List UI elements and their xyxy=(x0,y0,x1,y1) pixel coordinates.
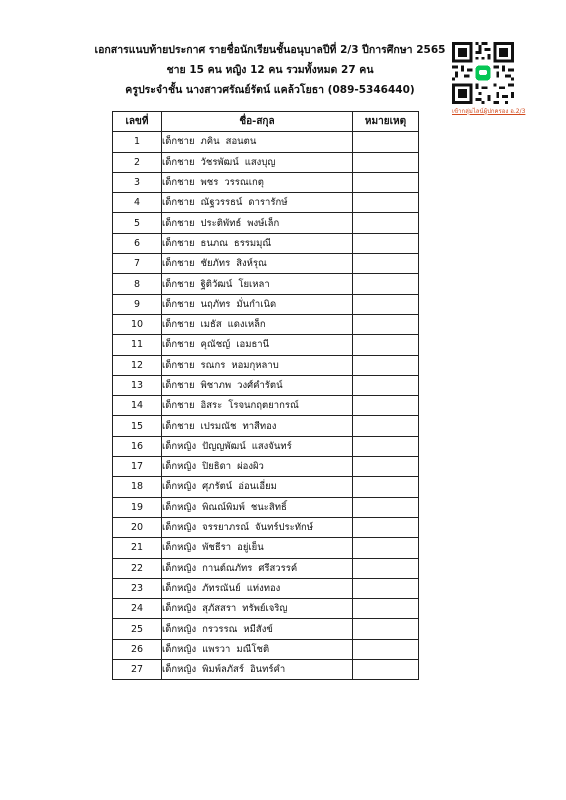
student-number: 22 xyxy=(113,558,162,578)
student-note xyxy=(353,274,419,294)
student-first-name: ปัญญพัฒน์ xyxy=(202,440,246,452)
student-name-cell xyxy=(162,457,353,477)
student-number: 24 xyxy=(113,599,162,619)
table-row xyxy=(113,538,419,558)
column-header-note: หมายเหตุ xyxy=(353,112,419,132)
table-row xyxy=(113,619,419,639)
table-row xyxy=(113,457,419,477)
student-name-cell xyxy=(162,416,353,436)
table-row xyxy=(113,355,419,375)
student-number: 5 xyxy=(113,213,162,233)
student-first-name: พิณณ์พิมพ์ xyxy=(202,501,245,513)
student-title: เด็กหญิง xyxy=(162,603,197,615)
student-note xyxy=(353,517,419,537)
student-name-cell xyxy=(162,619,353,639)
student-first-name: รณกร xyxy=(200,359,226,371)
student-first-name: ปิยธิดา xyxy=(202,461,232,473)
student-title: เด็กชาย xyxy=(162,319,195,331)
table-row xyxy=(113,558,419,578)
student-last-name: วรรณเกตุ xyxy=(224,177,264,189)
student-number: 8 xyxy=(113,274,162,294)
student-name-cell xyxy=(162,152,353,172)
student-note xyxy=(353,416,419,436)
student-number: 16 xyxy=(113,436,162,456)
table-row xyxy=(113,375,419,395)
student-note xyxy=(353,660,419,680)
student-name-cell xyxy=(162,538,353,558)
column-header-number: เลขที่ xyxy=(113,112,162,132)
student-first-name: เมธัส xyxy=(200,319,222,331)
student-first-name: กานต์ณภัทร xyxy=(202,562,253,574)
student-title: เด็กชาย xyxy=(162,278,195,290)
student-note xyxy=(353,599,419,619)
student-first-name: นฤภัทร xyxy=(200,298,231,310)
table-row xyxy=(113,254,419,274)
student-last-name: ศรีสวรรค์ xyxy=(258,562,298,574)
student-name-cell xyxy=(162,477,353,497)
table-header-row xyxy=(113,112,419,132)
student-name-cell xyxy=(162,517,353,537)
student-last-name: พงษ์เล็ก xyxy=(247,217,280,229)
student-note xyxy=(353,314,419,334)
student-name-cell xyxy=(162,660,353,680)
student-last-name: สิงห์รุณ xyxy=(236,258,267,270)
student-title: เด็กหญิง xyxy=(162,542,197,554)
table-row xyxy=(113,314,419,334)
student-note xyxy=(353,538,419,558)
student-name-cell xyxy=(162,355,353,375)
student-title: เด็กชาย xyxy=(162,177,195,189)
table-row xyxy=(113,335,419,355)
table-row xyxy=(113,497,419,517)
student-first-name: จรรยาภรณ์ xyxy=(202,522,250,534)
student-title: เด็กหญิง xyxy=(162,582,197,594)
student-number: 17 xyxy=(113,457,162,477)
student-last-name: ผ่องผิว xyxy=(237,461,264,473)
announcement-title: เอกสารแนบท้ายประกาศ รายชื่อนักเรียนชั้นอนุบาลปีที่ 2/3 ปีการศึกษา 2565 xyxy=(94,44,446,56)
student-title: เด็กหญิง xyxy=(162,461,197,473)
student-last-name: มั่นกำเนิด xyxy=(236,298,277,310)
student-title: เด็กชาย xyxy=(162,197,195,209)
student-first-name: ชัยภัทร xyxy=(200,258,231,270)
student-note xyxy=(353,436,419,456)
table-row xyxy=(113,660,419,680)
student-number: 14 xyxy=(113,396,162,416)
student-last-name: ทรัพย์เจริญ xyxy=(242,603,288,615)
document-header xyxy=(80,40,460,100)
student-name-cell xyxy=(162,558,353,578)
student-last-name: ชนะสิทธิ์ xyxy=(250,501,287,513)
student-note xyxy=(353,396,419,416)
roster-body xyxy=(113,132,419,680)
student-first-name: ภัทรณันย์ xyxy=(202,582,241,594)
student-note xyxy=(353,375,419,395)
qr-block xyxy=(452,42,526,116)
student-number: 18 xyxy=(113,477,162,497)
student-title: เด็กชาย xyxy=(162,156,195,168)
student-number: 20 xyxy=(113,517,162,537)
student-first-name: พัชธีรา xyxy=(202,542,232,554)
student-number: 26 xyxy=(113,639,162,659)
student-note xyxy=(353,254,419,274)
student-first-name: พชร xyxy=(200,177,219,189)
student-name-cell xyxy=(162,639,353,659)
student-number: 12 xyxy=(113,355,162,375)
student-number: 23 xyxy=(113,578,162,598)
student-first-name: ฐิติวัฒน์ xyxy=(200,278,233,290)
student-number: 11 xyxy=(113,335,162,355)
student-note xyxy=(353,355,419,375)
student-name-cell xyxy=(162,213,353,233)
student-number: 6 xyxy=(113,233,162,253)
table-row xyxy=(113,152,419,172)
table-row xyxy=(113,578,419,598)
student-first-name: เปรมณัช xyxy=(200,420,237,432)
table-row xyxy=(113,274,419,294)
column-header-name: ชื่อ-สกุล xyxy=(162,112,353,132)
student-title: เด็กหญิง xyxy=(162,481,197,493)
student-first-name: ณัฐวรรธน์ xyxy=(200,197,243,209)
student-last-name: ทาสีทอง xyxy=(242,420,277,432)
student-name-cell xyxy=(162,314,353,334)
student-name-cell xyxy=(162,172,353,192)
student-last-name: ธรรมมุณี xyxy=(233,237,272,249)
student-last-name: อินทร์คำ xyxy=(249,664,286,676)
student-title: เด็กหญิง xyxy=(162,643,197,655)
student-number: 10 xyxy=(113,314,162,334)
student-title: เด็กชาย xyxy=(162,380,195,391)
student-title: เด็กหญิง xyxy=(162,623,197,635)
student-first-name: ภคิน xyxy=(200,136,220,148)
qr-caption[interactable]: เข้ากลุ่มไลน์ผู้ปกครอง อ.2/3 xyxy=(452,108,526,115)
table-row xyxy=(113,132,419,152)
student-last-name: โยเหลา xyxy=(238,278,270,290)
student-name-cell xyxy=(162,274,353,294)
student-title: เด็กชาย xyxy=(162,359,195,371)
student-name-cell xyxy=(162,294,353,314)
student-first-name: ธนภณ xyxy=(200,237,228,249)
student-first-name: วัชรพัฒน์ xyxy=(200,156,239,168)
student-name-cell xyxy=(162,599,353,619)
student-first-name: กรวรรณ xyxy=(202,623,238,635)
student-note xyxy=(353,335,419,355)
student-title: เด็กชาย xyxy=(162,237,195,249)
student-title: เด็กชาย xyxy=(162,339,195,351)
student-note xyxy=(353,558,419,578)
student-name-cell xyxy=(162,193,353,213)
table-row xyxy=(113,294,419,314)
student-note xyxy=(353,233,419,253)
student-number: 3 xyxy=(113,172,162,192)
student-number: 2 xyxy=(113,152,162,172)
student-number: 15 xyxy=(113,416,162,436)
student-last-name: หอมกุหลาบ xyxy=(231,359,279,371)
student-title: เด็กหญิง xyxy=(162,664,197,676)
student-number: 27 xyxy=(113,660,162,680)
student-number: 21 xyxy=(113,538,162,558)
student-note xyxy=(353,639,419,659)
table-row xyxy=(113,436,419,456)
student-note xyxy=(353,578,419,598)
student-number: 1 xyxy=(113,132,162,152)
table-row xyxy=(113,213,419,233)
student-note xyxy=(353,213,419,233)
table-row xyxy=(113,639,419,659)
student-note xyxy=(353,477,419,497)
student-number: 4 xyxy=(113,193,162,213)
student-title: เด็กชาย xyxy=(162,136,195,148)
student-note xyxy=(353,132,419,152)
student-first-name: พิมพ์ลภัสร์ xyxy=(202,664,244,676)
student-title: เด็กหญิง xyxy=(162,501,197,513)
student-title: เด็กหญิง xyxy=(162,562,197,574)
student-last-name: แสงจันทร์ xyxy=(251,440,292,452)
student-name-cell xyxy=(162,233,353,253)
student-last-name: อ่อนเอี่ยม xyxy=(238,481,277,493)
table-row xyxy=(113,396,419,416)
student-number: 13 xyxy=(113,375,162,395)
student-last-name: สอนตน xyxy=(225,136,257,148)
student-name-cell xyxy=(162,132,353,152)
student-count-summary: ชาย 15 คน หญิง 12 คน รวมทั้งหมด 27 คน xyxy=(166,64,374,76)
student-note xyxy=(353,497,419,517)
student-title: เด็กหญิง xyxy=(162,522,197,534)
student-name-cell xyxy=(162,396,353,416)
student-last-name: มณีโชติ xyxy=(236,643,270,655)
student-name-cell xyxy=(162,375,353,395)
table-row xyxy=(113,416,419,436)
student-last-name: ดารารักษ์ xyxy=(248,197,288,209)
student-last-name: แสงบุญ xyxy=(244,156,276,168)
student-number: 19 xyxy=(113,497,162,517)
student-last-name: วงศ์คำรัตน์ xyxy=(237,380,283,391)
qr-code-icon xyxy=(452,42,514,104)
student-name-cell xyxy=(162,335,353,355)
table-row xyxy=(113,233,419,253)
student-name-cell xyxy=(162,254,353,274)
student-last-name: เอมธานี xyxy=(236,339,270,351)
student-last-name: โรจนกฤตยากรณ์ xyxy=(228,400,299,412)
table-row xyxy=(113,599,419,619)
student-title: เด็กชาย xyxy=(162,217,195,229)
student-last-name: แดงเหล็ก xyxy=(227,319,266,331)
student-note xyxy=(353,172,419,192)
student-last-name: อยู่เย็น xyxy=(237,542,264,554)
student-last-name: จันทร์ประทักษ์ xyxy=(255,522,313,534)
student-first-name: ประติพัทธ์ xyxy=(200,217,242,229)
student-title: เด็กชาย xyxy=(162,420,195,432)
homeroom-teacher: ครูประจำชั้น นางสาวศรัณย์รัตน์ แคล้วโยธา (089-5346440) xyxy=(125,84,415,96)
student-first-name: อิสระ xyxy=(200,400,223,412)
student-number: 7 xyxy=(113,254,162,274)
student-name-cell xyxy=(162,436,353,456)
table-row xyxy=(113,193,419,213)
table-row xyxy=(113,477,419,497)
student-last-name: หมีสังข์ xyxy=(243,623,273,635)
student-roster-table xyxy=(112,111,419,680)
student-note xyxy=(353,457,419,477)
student-number: 25 xyxy=(113,619,162,639)
student-first-name: พิชาภพ xyxy=(200,380,232,391)
student-first-name: แพรวา xyxy=(202,643,231,655)
student-first-name: สุภัสสรา xyxy=(202,603,237,615)
student-first-name: คุณัชญ์ xyxy=(200,339,231,351)
student-title: เด็กชาย xyxy=(162,258,195,270)
table-row xyxy=(113,517,419,537)
student-name-cell xyxy=(162,497,353,517)
student-note xyxy=(353,619,419,639)
student-title: เด็กชาย xyxy=(162,298,195,310)
student-note xyxy=(353,294,419,314)
table-row xyxy=(113,172,419,192)
student-first-name: ศุภรัตน์ xyxy=(202,481,233,493)
student-title: เด็กชาย xyxy=(162,400,195,412)
student-name-cell xyxy=(162,578,353,598)
student-note xyxy=(353,152,419,172)
student-last-name: แท่งทอง xyxy=(246,582,281,594)
student-number: 9 xyxy=(113,294,162,314)
student-title: เด็กหญิง xyxy=(162,440,197,452)
student-note xyxy=(353,193,419,213)
